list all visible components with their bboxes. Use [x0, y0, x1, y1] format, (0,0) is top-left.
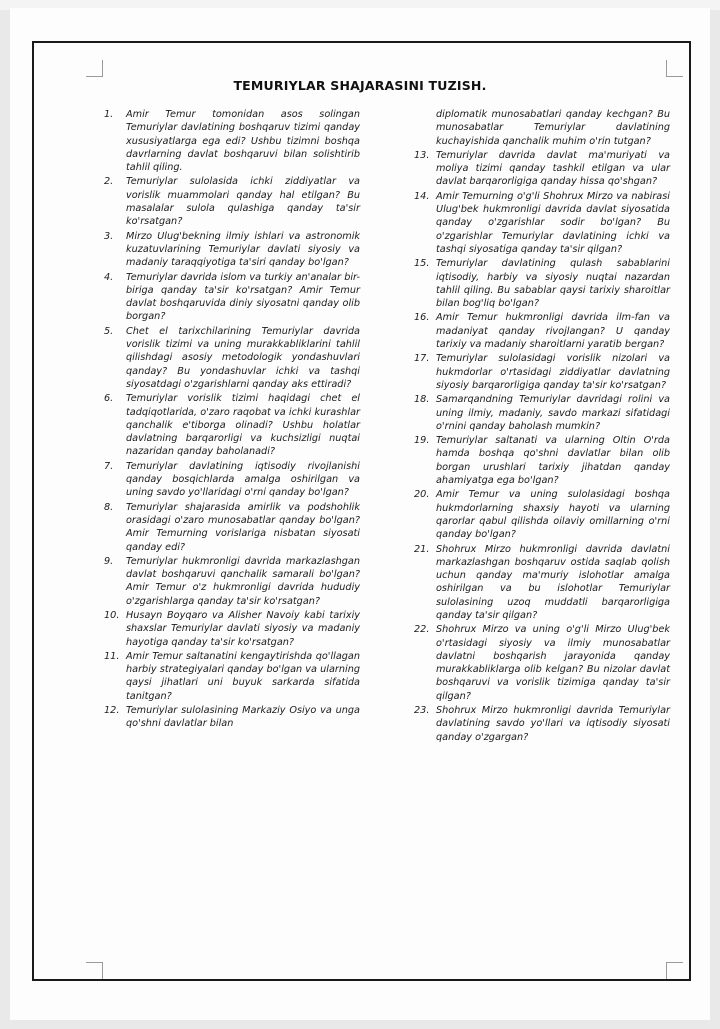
question-text: Amir Temur hukmronligi davrida ilm-fan va madaniyat qanday rivojlangan? U qanday tarixiy va madaniy sharoitlarni yaratib bergan? [436, 312, 670, 351]
question-item [414, 352, 670, 392]
question-item [104, 392, 360, 458]
question-number: 11. [104, 650, 120, 662]
question-number: 23. [414, 705, 430, 717]
question-text: Temuriylar hukmronligi davrida markazlashgan davlat boshqaruvi qanchalik samarali bo'lgan? Amir Temur o'z hukmronligi davrida hududiy o'zgarishlarga qanday ta'sir ko'rsatgan? [126, 555, 360, 607]
crop-mark-bottom-left [86, 962, 103, 979]
left-column [104, 108, 360, 732]
question-item [414, 543, 670, 623]
right-column [414, 108, 670, 745]
question-text: Temuriylar saltanati va ularning Oltin O'rda hamda boshqa qo'shni davlatlar bilan olib borgan urushlari tarixiy jihatdan qanday ahamiyatga ega bo'lgan? [436, 435, 670, 487]
question-text: Temuriylar sulolasining Markaziy Osiyo va unga qo'shni davlatlar bilan [126, 705, 360, 730]
question-item [104, 175, 360, 228]
question-item [104, 501, 360, 554]
question-item [414, 488, 670, 541]
question-number: 21. [414, 543, 430, 555]
question-item [104, 325, 360, 391]
question-item [104, 108, 360, 174]
question-number: 22. [414, 624, 430, 636]
question-item [104, 460, 360, 500]
question-text: Mirzo Ulug'bekning ilmiy ishlari va astronomik kuzatuvlarining Temuriylar davlati siyosiy va madaniy taraqqiyotiga ta'siri qanday bo'lgan? [126, 230, 360, 269]
question-text: Samarqandning Temuriylar davridagi rolini va uning ilmiy, madaniy, savdo markazi sifatidagi o'rnini qanday baholash mumkin? [436, 394, 670, 432]
question-number: 16. [414, 312, 430, 324]
question-number: 20. [414, 489, 430, 501]
question-item [104, 650, 360, 703]
question-number: 9. [104, 555, 114, 567]
question-number: 14. [414, 190, 430, 202]
question-number: 15. [414, 258, 430, 270]
question-number: 10. [104, 609, 120, 621]
question-number: 6. [104, 393, 114, 405]
question-item [414, 190, 670, 256]
crop-mark-top-left [86, 60, 103, 77]
crop-mark-bottom-right [666, 962, 683, 979]
question-text: Temuriylar davlatining iqtisodiy rivojlanishi qanday bosqichlarda amalga oshirilgan va uning savdo yo'llaridagi o'rni qanday bo'lgan? [126, 460, 360, 499]
question-number: 5. [104, 325, 114, 337]
question-number: 2. [104, 176, 114, 188]
question-number: 12. [104, 705, 120, 717]
question-item [104, 609, 360, 649]
question-text: Amir Temur va uning sulolasidagi boshqa hukmdorlarning shaxsiy hayoti va ularning qarorlar qabul qilishda oilaviy omillarning o'rni qanday bo'lgan? [436, 489, 670, 541]
question-item [414, 393, 670, 433]
question-text: Temuriylar shajarasida amirlik va podshohlik orasidagi o'zaro munosabatlar qanday bo'lgan? Amir Temurning vorislariga nisbatan siyosati qanday edi? [126, 501, 360, 553]
question-number: 1. [104, 109, 114, 120]
question-number: 18. [414, 394, 430, 406]
question-number: 4. [104, 271, 114, 283]
crop-mark-top-right [666, 60, 683, 77]
question-number: 8. [104, 501, 114, 513]
question-text: Shohrux Mirzo hukmronligi davrida davlatni markazlashgan boshqaruv ostida saqlab qolish uchun qanday ma'muriy islohotlar amalga oshirilgan va bu islohotlar Temuriylar sulolasining uzoq muddatli barqarorligiga qanday ta'sir qilgan? [436, 543, 670, 621]
question-item [414, 623, 670, 703]
question-item [414, 149, 670, 189]
question-number: 17. [414, 353, 430, 365]
question-item [104, 704, 360, 731]
question-item [414, 311, 670, 351]
question-continuation: diplomatik munosabatlari qanday kechgan? Bu munosabatlar Temuriylar davlatining kuchayishida qanchalik muhim o'rin tutgan? [436, 109, 670, 147]
question-number: 3. [104, 230, 114, 242]
question-text: Amir Temur saltanatini kengaytirishda qo'llagan harbiy strategiyalari qanday bo'lgan va ularning qaysi jihatlari uni buyuk sarkarda sifatida tanitgan? [126, 650, 360, 702]
question-text: Temuriylar davrida islom va turkiy an'analar bir-biriga qanday ta'sir ko'rsatgan? Amir Temur davlat boshqaruvida diniy siyosatni qanday olib borgan? [126, 271, 360, 323]
question-item [414, 704, 670, 744]
question-text: Temuriylar sulolasida ichki ziddiyatlar va vorislik muammolari qanday hal etilgan? Bu masalalar sulola qulashiga qanday ta'sir ko'rsatgan? [126, 176, 360, 228]
question-text: Temuriylar vorislik tizimi haqidagi chet el tadqiqotlarida, o'zaro raqobat va ichki kurashlar qanchalik e'tiborga olinadi? Ushbu holatlar davlatning barqarorligi va kuchsizligi nuqtai nazaridan qanday baholanadi? [126, 393, 360, 458]
question-item [414, 257, 670, 310]
question-item [104, 555, 360, 608]
question-number: 13. [414, 149, 430, 161]
question-text: Shohrux Mirzo hukmronligi davrida Temuriylar davlatining savdo yo'llari va iqtisodiy siyosati qanday o'zgargan? [436, 705, 670, 743]
question-item [414, 434, 670, 487]
question-text: Temuriylar davrida davlat ma'muriyati va moliya tizimi qanday tashkil etilgan va ular davlat barqarorligiga qanday hissa qo'shgan? [436, 149, 670, 188]
question-text: Temuriylar sulolasidagi vorislik nizolari va hukmdorlar o'rtasidagi ziddiyatlar davlatning siyosiy barqarorligiga qanday ta'sir ko'rsatgan? [436, 353, 670, 391]
question-text: Amir Temur tomonidan asos solingan Temuriylar davlatining boshqaruv tizimi qanday xususiyatlarga ega edi? Ushbu tizimni boshqa davrlarning davlat boshqaruvi bilan solishtirib tahlil qiling. [126, 109, 360, 174]
question-text: Chet el tarixchilarining Temuriylar davrida vorislik tizimi va uning murakkabliklarini tahlil qilishdagi asosiy metodologik yondashuvlari qanday? Bu yondashuvlar ichki va tashqi siyosatdagi o'zgarishlarni qanday aks ettiradi? [126, 325, 360, 390]
question-item [104, 230, 360, 270]
question-text: Shohrux Mirzo va uning o'g'li Mirzo Ulug'bek o'rtasidagi siyosiy va ilmiy munosabatlar davlatni boshqarish jarayonida qanday murakkabliklarga olib kelgan? Bu nizolar davlat boshqaruvi va vorislik tizimiga qanday ta'sir qilgan? [436, 624, 670, 702]
question-text: Temuriylar davlatining qulash sabablarini iqtisodiy, harbiy va siyosiy nuqtai nazardan tahlil qiling. Bu sabablar qaysi tarixiy sharoitlar bilan bog'liq bo'lgan? [436, 258, 670, 310]
question-text: Amir Temurning o'g'li Shohrux Mirzo va nabirasi Ulug'bek hukmronligi davrida davlat siyosatida qanday o'zgarishlar sodir bo'lgan? Bu o'zgarishlar Temuriylar davlatining ichki va tashqi siyosatiga qanday ta'sir qilgan? [436, 190, 670, 255]
document-title: TEMURIYLAR SHAJARASINI TUZISH. [233, 78, 487, 93]
question-item [104, 271, 360, 324]
question-number: 7. [104, 460, 114, 472]
question-number: 19. [414, 435, 430, 447]
question-text: Husayn Boyqaro va Alisher Navoiy kabi tarixiy shaxslar Temuriylar davlati siyosiy va madaniy hayotiga qanday ta'sir ko'rsatgan? [126, 609, 360, 648]
